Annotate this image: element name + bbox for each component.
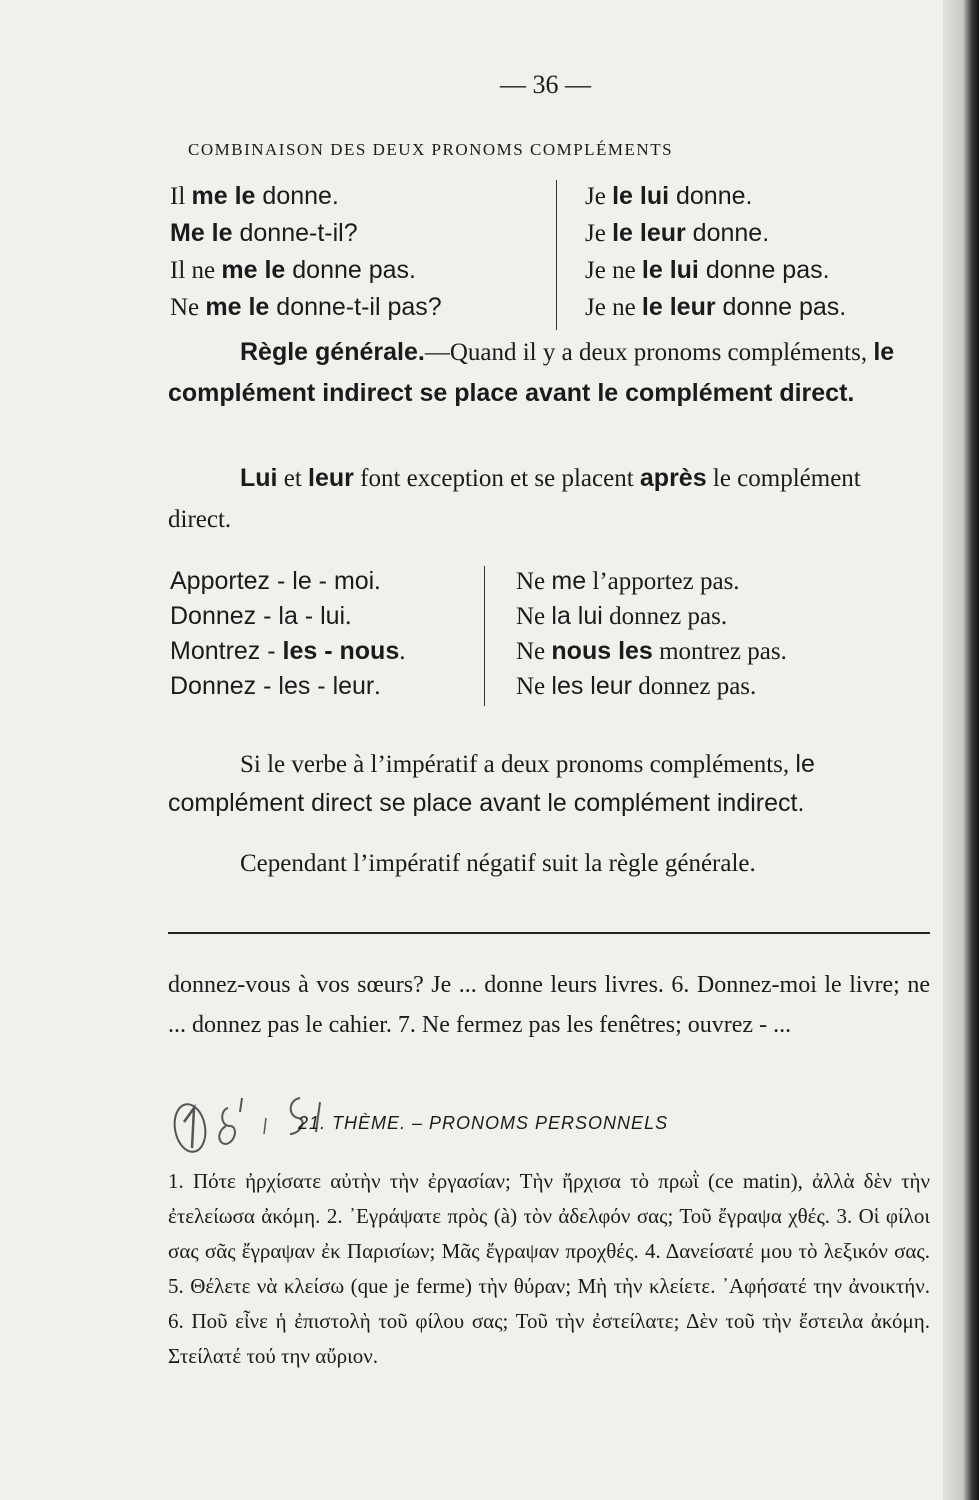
page-edge-shadow [943, 0, 979, 1500]
table2-divider [484, 566, 485, 706]
table2-left-row: Apportez - le - moi. [170, 567, 381, 595]
section-title: COMBINAISON DES DEUX PRONOMS COMPLÉMENTS [188, 140, 674, 159]
exception-paragraph: Lui et leur font exception et se placent après le complément direct. [168, 464, 861, 533]
table2-left-row: Donnez - la - lui. [170, 602, 352, 630]
page-number: — 36 — [500, 70, 591, 99]
section-divider [168, 932, 930, 934]
table2-right-row: Ne nous les montrez pas. [516, 637, 787, 665]
table1-right-row: Je le leur donne. [585, 219, 770, 247]
table2-right-row: Ne me l’apportez pas. [516, 567, 740, 595]
handwriting-text [350, 1082, 351, 1083]
table1-divider [556, 180, 557, 330]
table2-right-row: Ne la lui donnez pas. [516, 602, 728, 630]
greek-exercise-text: 1. Πότε ἠρχίσατε αὐτὴν τὴν ἐργασίαν; Τὴν ἤρχισα τὸ πρωῒ (ce matin), ἀλλὰ δὲν τὴν ἐτελείωσα ἀκόμη. 2. ᾿Εγράψατε πρὸς (à) τὸν ἀδελφόν σας; Τοῦ ἔγραψα χθές. 3. Οἱ φίλοι σας σᾶς ἔγραψαν ἐκ Παρισίων; Μᾶς ἔγραψαν προχθές. 4. Δανείσατέ μου τὸ λεξικόν σας. 5. Θέλετε νὰ κλείσω (que je ferme) τὴν θύραν; Μὴ τὴν κλείετε. ᾿Αφήσατέ την ἀνοικτήν. 6. Ποῦ εἶνε ἡ ἐπιστολὴ τοῦ φίλου σας; Τοῦ τὴν ἐστείλατε; Δὲν τοῦ τὴν ἔστειλα ἀκόμη. Στείλατέ τού την αὔριον. [168, 1169, 930, 1368]
table1-right-column [585, 178, 846, 326]
table1-left-row: Il me le donne. [170, 182, 339, 210]
table1-left-row: Il ne me le donne pas. [170, 256, 416, 284]
cependant-line: Cependant l’impératif négatif suit la règle générale. [240, 850, 756, 877]
table1-left-row: Me le donne-t-il? [170, 219, 358, 247]
table1-right-row: Je ne le leur donne pas. [585, 293, 847, 321]
table2-right-column [516, 564, 787, 704]
exercise-continuation: donnez-vous à vos sœurs? Je ... donne leurs livres. 6. Donnez-moi le livre; ne ... donnez pas le cahier. 7. Ne fermez pas les fenêtres; ouvrez - ... [168, 972, 930, 1038]
regle-generale-paragraph: Règle générale.—Quand il y a deux pronoms compléments, le complément indirect se place avant le complément direct. [168, 338, 895, 407]
table2-right-row: Ne les leur donnez pas. [516, 672, 757, 700]
table1-left-column [170, 178, 442, 326]
theme-heading: 21. THÈME. – PRONOMS PERSONNELS [298, 1113, 669, 1133]
table2-left-column [170, 564, 405, 704]
table2-left-row: Montrez - les - nous. [170, 637, 406, 665]
table1-right-row: Je le lui donne. [585, 182, 753, 210]
table2-left-row: Donnez - les - leur. [170, 672, 381, 700]
imperatif-paragraph: Si le verbe à l’impératif a deux pronoms compléments, le complément direct se place avant le complément indirect. [168, 750, 815, 817]
table1-left-row: Ne me le donne-t-il pas? [170, 293, 442, 321]
table1-right-row: Je ne le lui donne pas. [585, 256, 830, 284]
